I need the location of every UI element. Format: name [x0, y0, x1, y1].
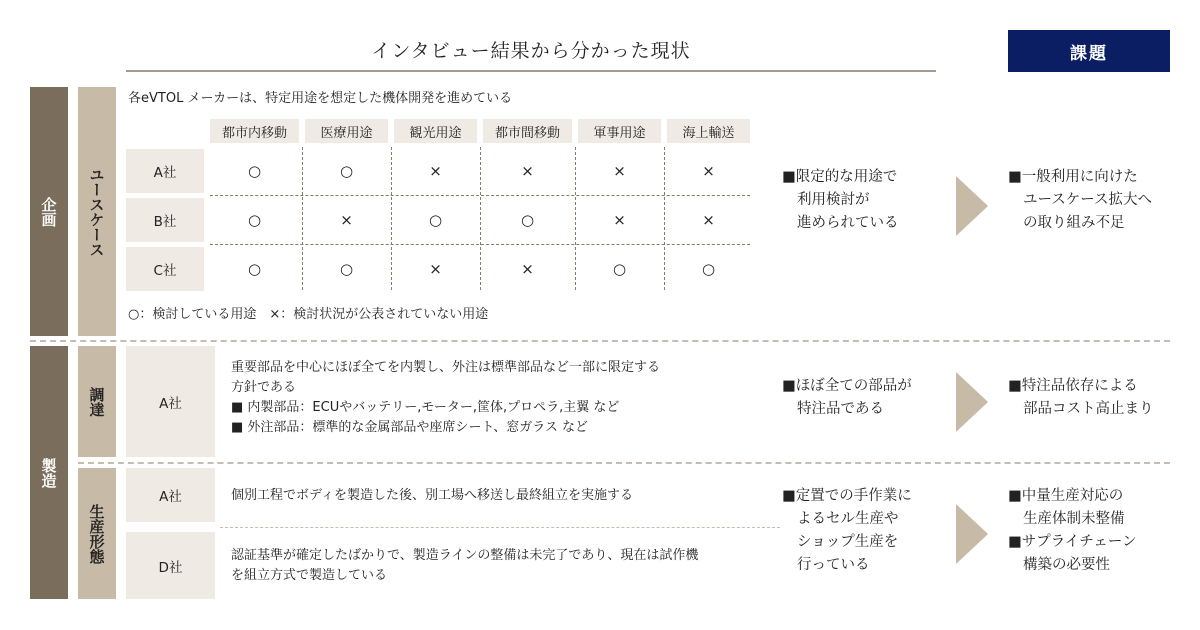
description-line: ■ 内製部品：ECUやバッテリー,モーター,筐体,プロペラ,主翼 など	[231, 400, 620, 415]
description-line: 個別工程でボディを製造した後、別工場へ移送し最終組立を実施する	[231, 488, 633, 503]
grid-line	[575, 147, 576, 290]
column-header: 海上輸送	[667, 119, 750, 143]
row-header-company: D社	[126, 532, 215, 599]
category-planning: 企画	[30, 87, 68, 336]
grid-line	[664, 147, 665, 290]
finding-procurement	[782, 375, 912, 421]
production-description-a	[231, 486, 771, 506]
mark-cell: ○	[339, 260, 354, 278]
issue-line: ■特注品依存による	[1008, 378, 1138, 394]
issue-line: ユースケース拡大へ	[1023, 192, 1153, 208]
grid-line	[210, 244, 750, 245]
usecase-intro: 各eVTOL メーカーは、特定用途を想定した機体開発を進めている	[128, 91, 513, 106]
description-line: 重要部品を中心にほぼ全てを内製し、外注は標準部品など一部に限定する	[231, 360, 661, 375]
mark-cell: ×	[613, 211, 626, 229]
category-manufacturing: 製造	[30, 346, 68, 599]
mark-cell: ×	[521, 260, 534, 278]
issue-procurement	[1008, 375, 1154, 421]
row-header-company: A社	[126, 346, 215, 457]
mark-cell: ○	[247, 162, 262, 180]
mark-cell: ×	[702, 162, 715, 180]
column-header: 軍事用途	[578, 119, 661, 143]
column-header: 観光用途	[394, 119, 477, 143]
subcategory-procurement: 調達	[78, 346, 116, 457]
finding-usecase	[782, 166, 899, 235]
mark-cell: ○	[247, 260, 262, 278]
section-divider	[30, 340, 1170, 342]
row-divider	[220, 527, 780, 528]
description-line: を組立方式で製造している	[231, 568, 388, 583]
mark-cell: ×	[702, 211, 715, 229]
mark-cell: ×	[429, 162, 442, 180]
issue-production	[1008, 485, 1137, 577]
finding-line: ショップ生産を	[797, 534, 899, 550]
mark-cell: ×	[429, 260, 442, 278]
finding-line: ■ほぼ全ての部品が	[782, 378, 912, 394]
finding-line: 進められている	[797, 215, 899, 231]
finding-line: 行っている	[797, 557, 870, 573]
column-header: 都市間移動	[483, 119, 572, 143]
issue-line: 構築の必要性	[1023, 557, 1110, 573]
usecase-legend: ○：検討している用途 ×：検討状況が公表されていない用途	[128, 307, 489, 322]
finding-line: よるセル生産や	[797, 511, 899, 527]
column-header: 医療用途	[305, 119, 388, 143]
subcategory-usecase: ユースケース	[78, 87, 116, 336]
row-header-company: B社	[126, 198, 204, 242]
finding-line: ■定置での手作業に	[782, 488, 912, 504]
row-header-company: C社	[126, 247, 204, 291]
finding-line: 利用検討が	[797, 192, 870, 208]
column-header: 都市内移動	[210, 119, 299, 143]
mark-cell: ○	[701, 260, 716, 278]
grid-line	[480, 147, 481, 290]
issue-header-badge: 課題	[1008, 30, 1170, 72]
row-header-company: A社	[126, 468, 215, 522]
mark-cell: ○	[339, 162, 354, 180]
grid-line	[210, 195, 750, 196]
issue-line: 部品コスト高止まり	[1023, 401, 1154, 417]
arrow-right-icon	[956, 372, 988, 432]
mark-cell: ○	[247, 211, 262, 229]
description-line: 認証基準が確定したばかりで、製造ラインの整備は未完了であり、現在は試作機	[231, 548, 699, 563]
grid-line	[302, 147, 303, 290]
mark-cell: ○	[428, 211, 443, 229]
mark-cell: ×	[613, 162, 626, 180]
issue-line: ■サプライチェーン	[1008, 534, 1137, 550]
mark-cell: ○	[612, 260, 627, 278]
mark-cell: ○	[520, 211, 535, 229]
arrow-right-icon	[956, 504, 988, 564]
issue-usecase	[1008, 166, 1152, 235]
issue-line: ■一般利用に向けた	[1008, 169, 1138, 185]
grid-line	[391, 147, 392, 290]
issue-line: 生産体制未整備	[1023, 511, 1125, 527]
finding-line: 特注品である	[797, 401, 884, 417]
arrow-right-icon	[956, 176, 988, 236]
mark-cell: ×	[340, 211, 353, 229]
finding-line: ■限定的な用途で	[782, 169, 898, 185]
subsection-divider	[78, 462, 1170, 464]
issue-line: ■中量生産対応の	[1008, 488, 1124, 504]
issue-line: の取り組み不足	[1023, 215, 1125, 231]
description-line: ■ 外注部品：標準的な金属部品や座席シート、窓ガラス など	[231, 420, 588, 435]
mark-cell: ×	[521, 162, 534, 180]
page-title: インタビュー結果から分かった現状	[371, 40, 691, 62]
subcategory-production-form: 生産形態	[78, 468, 116, 599]
title-underline	[126, 70, 936, 72]
row-header-company: A社	[126, 149, 204, 193]
finding-production	[782, 485, 912, 577]
description-line: 方針である	[231, 380, 297, 395]
production-description-d	[231, 546, 771, 586]
procurement-description	[231, 358, 771, 438]
